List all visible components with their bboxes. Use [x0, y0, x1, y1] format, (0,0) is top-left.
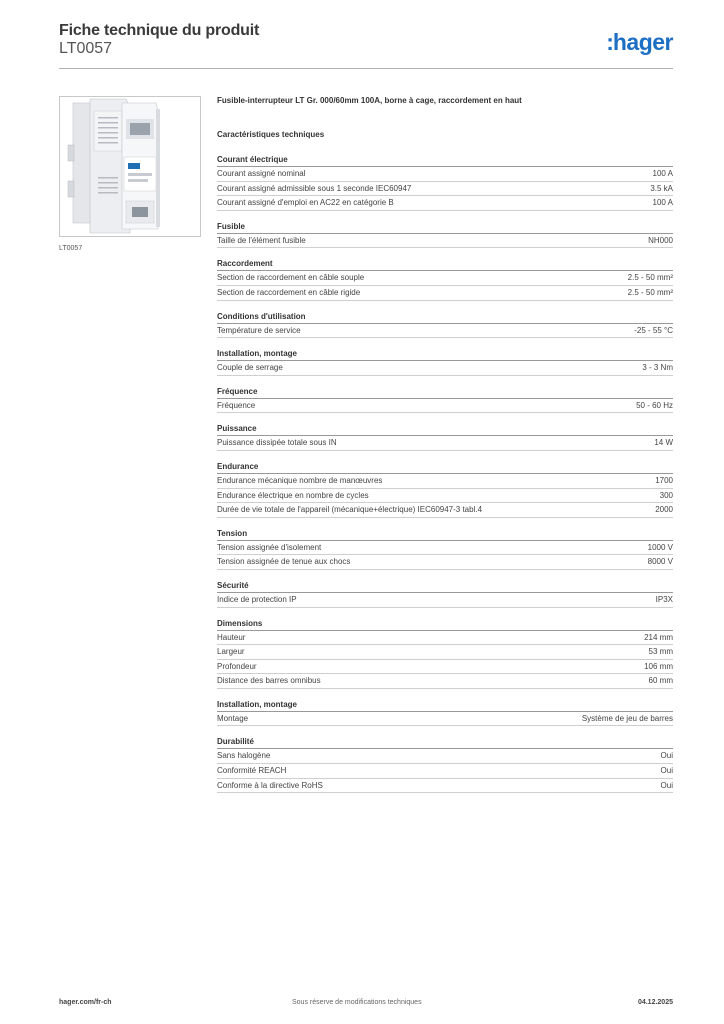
- spec-section: [217, 423, 673, 451]
- spec-row: [217, 749, 673, 764]
- spec-section: [217, 386, 673, 414]
- section-title: Tension: [217, 528, 673, 541]
- product-image: [59, 96, 201, 237]
- spec-label: Indice de protection IP: [217, 594, 297, 604]
- footer-note: Sous réserve de modifications techniques: [292, 999, 422, 1006]
- hager-logo: [606, 30, 673, 54]
- spec-value: IP3X: [655, 594, 673, 604]
- spec-row: [217, 196, 673, 211]
- footer-date: 04.12.2025: [637, 999, 673, 1006]
- spec-row: [217, 645, 673, 660]
- section-title: Fréquence: [217, 386, 673, 399]
- section-title: Installation, montage: [217, 348, 673, 361]
- spec-label: Endurance électrique en nombre de cycles: [217, 490, 369, 500]
- page-header: [59, 22, 673, 70]
- spec-section: [217, 461, 673, 518]
- fuse-switch-illustration: [60, 97, 201, 237]
- spec-section: [217, 528, 673, 570]
- spec-section: [217, 618, 673, 689]
- spec-row: [217, 324, 673, 339]
- spec-value: Système de jeu de barres: [581, 713, 673, 723]
- image-caption: LT0057: [59, 245, 83, 252]
- spec-section: [217, 348, 673, 376]
- spec-label: Fréquence: [217, 400, 256, 410]
- spec-label: Distance des barres omnibus: [217, 676, 321, 686]
- spec-value: 100 A: [652, 169, 673, 178]
- spec-value: 2.5 - 50 mm²: [627, 287, 673, 297]
- spec-row: [217, 167, 673, 182]
- spec-value: 8000 V: [647, 557, 673, 567]
- spec-value: 3 - 3 Nm: [642, 363, 673, 373]
- spec-value: 60 mm: [648, 676, 673, 686]
- spec-label: Courant assigné d'emploi en AC22 en catégorie B: [217, 198, 394, 208]
- spec-row: [217, 182, 673, 197]
- logo-text: hager: [612, 29, 673, 55]
- spec-row: [217, 764, 673, 779]
- spec-row: [217, 660, 673, 675]
- section-title: Courant électrique: [217, 154, 673, 167]
- spec-label: Couple de serrage: [217, 363, 283, 373]
- specification-content: [217, 96, 673, 793]
- section-title: Durabilité: [217, 736, 673, 749]
- spec-value: 2.5 - 50 mm²: [627, 273, 673, 283]
- spec-row: [217, 779, 673, 794]
- section-title: Puissance: [217, 423, 673, 436]
- spec-section: [217, 258, 673, 300]
- spec-row: [217, 361, 673, 376]
- spec-value: 50 - 60 Hz: [636, 400, 673, 410]
- technical-characteristics-heading: Caractéristiques techniques: [217, 130, 325, 139]
- spec-value: Oui: [660, 751, 673, 761]
- spec-row: [217, 399, 673, 414]
- section-title: Dimensions: [217, 618, 673, 631]
- header-divider: [59, 68, 673, 69]
- spec-label: Section de raccordement en câble souple: [217, 273, 365, 283]
- spec-label: Température de service: [217, 325, 301, 335]
- spec-label: Puissance dissipée totale sous IN: [217, 438, 337, 448]
- footer-website: hager.com/fr-ch: [59, 999, 112, 1006]
- spec-section: [217, 154, 673, 211]
- spec-label: Tension assignée de tenue aux chocs: [217, 557, 351, 567]
- spec-label: Hauteur: [217, 632, 246, 642]
- spec-value: 2000: [655, 505, 673, 515]
- spec-value: 3.5 kA: [650, 183, 673, 193]
- section-title: Installation, montage: [217, 699, 673, 712]
- spec-value: Oui: [660, 780, 673, 790]
- spec-value: 106 mm: [644, 661, 673, 671]
- spec-label: Endurance mécanique nombre de manœuvres: [217, 475, 383, 485]
- spec-row: [217, 712, 673, 727]
- spec-row: [217, 474, 673, 489]
- spec-label: Durée de vie totale de l'appareil (mécanique+électrique) IEC60947-3 tabl.4: [217, 505, 483, 515]
- logo-colon: :: [606, 29, 613, 55]
- spec-value: 1000 V: [647, 542, 673, 552]
- spec-label: Tension assignée d'isolement: [217, 542, 322, 552]
- spec-row: [217, 555, 673, 570]
- spec-value: 300: [659, 490, 673, 500]
- spec-row: [217, 286, 673, 301]
- spec-label: Taille de l'élément fusible: [217, 235, 306, 245]
- spec-row: [217, 593, 673, 608]
- section-title: Sécurité: [217, 580, 673, 593]
- spec-value: 100 A: [652, 198, 673, 208]
- spec-section: [217, 311, 673, 339]
- spec-label: Montage: [217, 713, 249, 723]
- spec-label: Conforme à la directive RoHS: [217, 780, 323, 790]
- spec-label: Profondeur: [217, 661, 257, 671]
- section-title: Conditions d'utilisation: [217, 311, 673, 324]
- spec-row: [217, 503, 673, 518]
- spec-section: [217, 221, 673, 249]
- spec-row: [217, 234, 673, 249]
- spec-value: 53 mm: [648, 647, 673, 657]
- spec-label: Section de raccordement en câble rigide: [217, 287, 361, 297]
- spec-label: Sans halogène: [217, 751, 271, 761]
- spec-label: Conformité REACH: [217, 766, 287, 776]
- spec-section: [217, 699, 673, 727]
- section-title: Raccordement: [217, 258, 673, 271]
- specification-sections: [217, 154, 673, 793]
- spec-value: 14 W: [654, 438, 673, 448]
- spec-value: Oui: [660, 766, 673, 776]
- page-title: Fiche technique du produit: [59, 22, 260, 39]
- spec-value: 214 mm: [644, 632, 673, 642]
- spec-value: NH000: [648, 235, 673, 245]
- spec-label: Courant assigné nominal: [217, 169, 306, 178]
- spec-row: [217, 674, 673, 689]
- spec-row: [217, 271, 673, 286]
- spec-row: [217, 541, 673, 556]
- spec-value: 1700: [655, 475, 673, 485]
- spec-label: Courant assigné admissible sous 1 seconde IEC60947: [217, 183, 412, 193]
- section-title: Fusible: [217, 221, 673, 234]
- spec-value: -25 - 55 °C: [634, 325, 673, 335]
- product-reference: LT0057: [59, 40, 113, 57]
- spec-row: [217, 489, 673, 504]
- spec-row: [217, 436, 673, 451]
- section-title: Endurance: [217, 461, 673, 474]
- spec-section: [217, 736, 673, 793]
- spec-label: Largeur: [217, 647, 245, 657]
- page-footer: [59, 999, 673, 1011]
- product-title: Fusible-interrupteur LT Gr. 000/60mm 100A, borne à cage, raccordement en haut: [217, 96, 522, 105]
- spec-section: [217, 580, 673, 608]
- spec-row: [217, 631, 673, 646]
